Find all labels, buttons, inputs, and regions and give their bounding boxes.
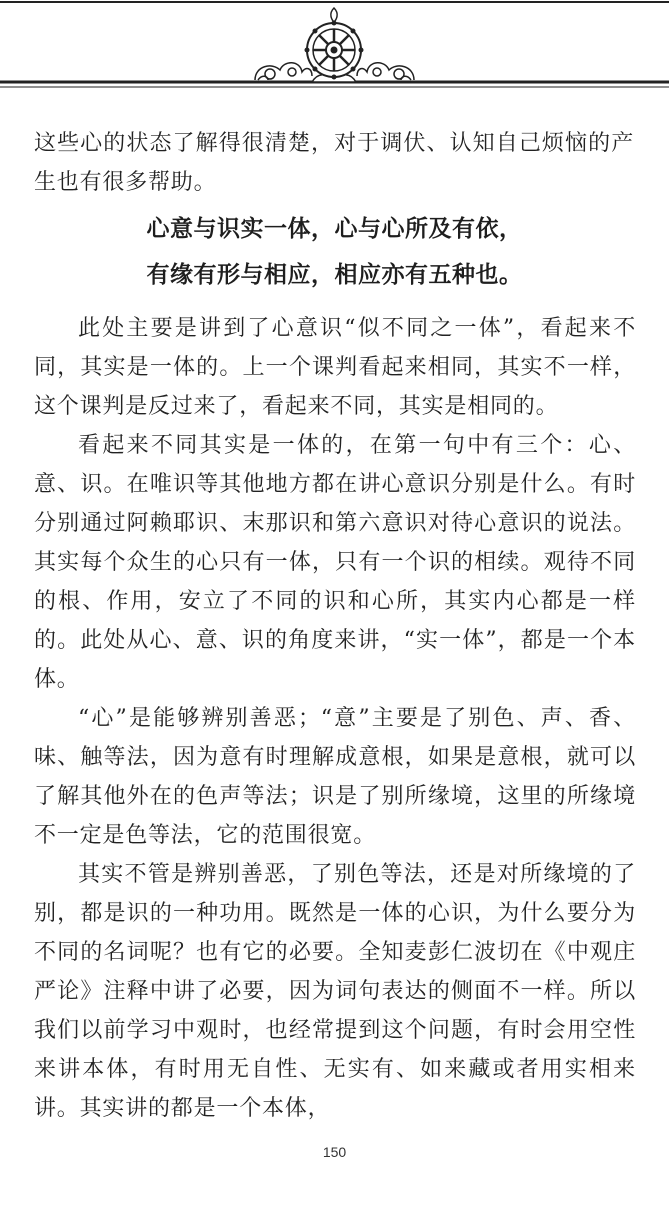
verse-line-1: 心意与识实一体，心与心所及有依， [146,216,523,242]
paragraph-2: 看起来不同其实是一体的，在第一句中有三个：心、意、识。在唯识等其他地方都在讲心意识分别是什么。有时分别通过阿赖耶识、末那识和第六意识对待心意识的说法。其实每个众生的心只有一体，只有一个识的相续。观待不同的根、作用，安立了不同的识和心所，其实内心都是一样的。此处从心、意、识的角度来讲，“实一体”，都是一个本体。 [34,433,636,692]
paragraph-1: 此处主要是讲到了心意识“似不同之一体”，看起来不同，其实是一体的。上一个课判看起来相同，其实不一样，这个课判是反过来了，看起来不同，其实是相同的。 [34,316,636,419]
intro-paragraph: 这些心的状态了解得很清楚，对于调伏、认知自己烦恼的产生也有很多帮助。 [34,131,634,195]
verse-line-2: 有缘有形与相应，相应亦有五种也。 [146,262,523,288]
cloud-scroll-ornament-icon [255,63,312,80]
commentary-body [34,309,636,1128]
paragraph-3: “心”是能够辨别善恶；“意”主要是了别色、声、香、味、触等法，因为意有时理解成意根，如果是意根，就可以了解其他外在的色声等法；识是了别所缘境，这里的所缘境不一定是色等法，它的范围很宽。 [34,706,636,848]
cloud-scroll-ornament-icon [357,63,414,80]
page-number: 150 [322,1144,347,1160]
dharma-wheel-icon [305,8,364,82]
page-header [0,0,669,100]
paragraph-4: 其实不管是辨别善恶，了别色等法，还是对所缘境的了别，都是识的一种功用。既然是一体的心识，为什么要分为不同的名词呢？也有它的必要。全知麦彭仁波切在《中观庄严论》注释中讲了必要，因为词句表达的侧面不一样。所以我们以前学习中观时，也经常提到这个问题，有时会用空性来讲本体，有时用无自性、无实有、如来藏或者用实相来讲。其实讲的都是一个本体， [34,862,636,1121]
header-ornament [0,0,669,100]
intro-block [34,124,634,202]
